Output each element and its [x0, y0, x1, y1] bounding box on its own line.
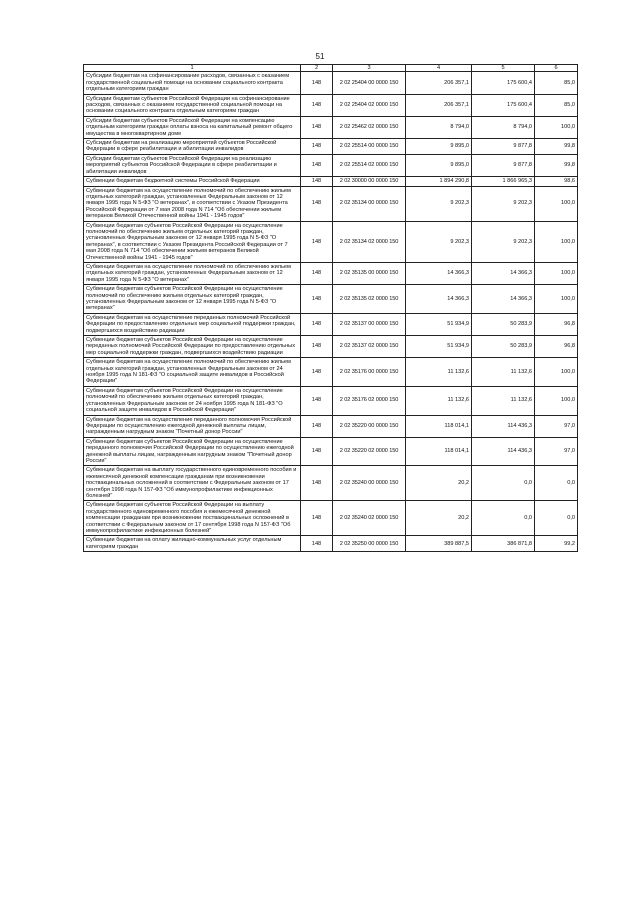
row-budget-code: 2 02 25514 02 0000 150 [333, 154, 406, 176]
row-admin-code: 148 [301, 177, 333, 186]
row-plan: 9 895,0 [406, 154, 472, 176]
row-budget-code: 2 02 25514 00 0000 150 [333, 139, 406, 155]
table-row [84, 72, 578, 94]
row-admin-code: 148 [301, 466, 333, 501]
row-admin-code: 148 [301, 154, 333, 176]
header-row [84, 65, 578, 72]
column-header: 4 [406, 65, 472, 72]
row-fact: 0,0 [472, 501, 535, 536]
row-admin-code: 148 [301, 94, 333, 116]
row-percent: 99,8 [535, 139, 578, 155]
row-name: Субвенции бюджетам на осуществление полномочий по обеспечению жильем отдельных категорий граждан, установленных Федеральным законом от 24 ноября 1995 года N 181-ФЗ "О социальной защите инвалидов в Российской Федерации" [84, 358, 301, 387]
row-plan: 1 894 290,8 [406, 177, 472, 186]
row-budget-code: 2 02 30000 00 0000 150 [333, 177, 406, 186]
row-admin-code: 148 [301, 72, 333, 94]
row-budget-code: 2 02 35135 00 0000 150 [333, 262, 406, 284]
row-percent: 100,0 [535, 221, 578, 262]
row-plan: 20,2 [406, 466, 472, 501]
row-plan: 9 202,3 [406, 221, 472, 262]
row-budget-code: 2 02 35176 00 0000 150 [333, 358, 406, 387]
row-fact: 11 132,6 [472, 386, 535, 415]
row-budget-code: 2 02 25404 00 0000 150 [333, 72, 406, 94]
row-admin-code: 148 [301, 285, 333, 314]
row-budget-code: 2 02 35137 00 0000 150 [333, 313, 406, 335]
row-admin-code: 148 [301, 116, 333, 138]
row-plan: 206 357,1 [406, 94, 472, 116]
row-fact: 114 436,3 [472, 415, 535, 437]
row-percent: 96,8 [535, 313, 578, 335]
column-header: 2 [301, 65, 333, 72]
table-row [84, 285, 578, 314]
row-percent: 97,0 [535, 437, 578, 466]
row-fact: 14 366,3 [472, 262, 535, 284]
row-admin-code: 148 [301, 221, 333, 262]
row-budget-code: 2 02 35220 02 0000 150 [333, 437, 406, 466]
row-fact: 8 794,0 [472, 116, 535, 138]
row-plan: 389 887,5 [406, 536, 472, 552]
row-plan: 118 014,1 [406, 415, 472, 437]
row-name: Субвенции бюджетам субъектов Российской Федерации на осуществление переданных полномочий Российской Федерации по предоставлению отдельных мер социальной поддержки граждан, подвергшихся воздействию радиации [84, 336, 301, 358]
table-row [84, 313, 578, 335]
table-row [84, 262, 578, 284]
row-admin-code: 148 [301, 139, 333, 155]
table-row [84, 186, 578, 221]
table-row [84, 139, 578, 155]
row-name: Субвенции бюджетам субъектов Российской Федерации на осуществление переданного полномочия Российской Федерации по осуществлению ежегодной денежной выплаты лицам, награжденным нагрудным знаком "Почетный донор России" [84, 437, 301, 466]
row-admin-code: 148 [301, 437, 333, 466]
row-admin-code: 148 [301, 501, 333, 536]
table-row [84, 221, 578, 262]
table-row [84, 358, 578, 387]
row-plan: 11 132,6 [406, 386, 472, 415]
row-percent: 85,0 [535, 94, 578, 116]
table-row [84, 94, 578, 116]
row-percent: 0,0 [535, 501, 578, 536]
row-name: Субвенции бюджетам на осуществление переданного полномочия Российской Федерации по осуществлению ежегодной денежной выплаты лицам, награжденным нагрудным знаком "Почетный донор России" [84, 415, 301, 437]
row-name: Субсидии бюджетам на реализацию мероприятий субъектов Российской Федерации в сфере реабилитации и абилитации инвалидов [84, 139, 301, 155]
row-budget-code: 2 02 35135 02 0000 150 [333, 285, 406, 314]
row-plan: 51 934,9 [406, 336, 472, 358]
row-plan: 11 132,6 [406, 358, 472, 387]
column-header: 5 [472, 65, 535, 72]
row-fact: 50 283,9 [472, 313, 535, 335]
row-plan: 206 357,1 [406, 72, 472, 94]
row-name: Субвенции бюджетам бюджетной системы Российской Федерации [84, 177, 301, 186]
row-name: Субвенции бюджетам на осуществление полномочий по обеспечению жильем отдельных категорий граждан, установленных Федеральным законом от 12 января 1995 года N 5-ФЗ "О ветеранах" [84, 262, 301, 284]
row-fact: 9 202,3 [472, 186, 535, 221]
row-plan: 14 366,3 [406, 262, 472, 284]
table-row [84, 154, 578, 176]
row-percent: 85,0 [535, 72, 578, 94]
table-row [84, 386, 578, 415]
table-row [84, 116, 578, 138]
column-header: 1 [84, 65, 301, 72]
row-percent: 100,0 [535, 116, 578, 138]
row-name: Субвенции бюджетам на выплату государственного единовременного пособия и ежемесячной денежной компенсации гражданам при возникновении поствакцинальных осложнений в соответствии с Федеральным законом от 17 сентября 1998 года N 157-ФЗ "Об иммунопрофилактике инфекционных болезней" [84, 466, 301, 501]
row-budget-code: 2 02 25462 02 0000 150 [333, 116, 406, 138]
row-name: Субсидии бюджетам субъектов Российской Федерации на компенсацию отдельным категориям граждан оплаты взноса на капитальный ремонт общего имущества в многоквартирном доме [84, 116, 301, 138]
row-budget-code: 2 02 25404 02 0000 150 [333, 94, 406, 116]
row-name: Субвенции бюджетам субъектов Российской Федерации на выплату государственного единовременного пособия и ежемесячной денежной компенсации гражданам при возникновении поствакцинальных осложнений в соответствии с Федеральным законом от 17 сентября 1998 года N 157-ФЗ "Об иммунопрофилактике инфекционных болезней" [84, 501, 301, 536]
row-name: Субсидии бюджетам субъектов Российской Федерации на софинансирование расходов, связанных с оказанием государственной социальной помощи на основании социального контракта отдельным категориям граждан [84, 94, 301, 116]
row-budget-code: 2 02 35240 00 0000 150 [333, 466, 406, 501]
row-percent: 99,8 [535, 154, 578, 176]
row-admin-code: 148 [301, 186, 333, 221]
row-percent: 100,0 [535, 262, 578, 284]
row-plan: 9 895,0 [406, 139, 472, 155]
row-fact: 9 877,8 [472, 139, 535, 155]
row-admin-code: 148 [301, 386, 333, 415]
table-row [84, 177, 578, 186]
row-percent: 100,0 [535, 186, 578, 221]
row-budget-code: 2 02 35134 02 0000 150 [333, 221, 406, 262]
row-name: Субвенции бюджетам на осуществление переданных полномочий Российской Федерации по предоставлению отдельных мер социальной поддержки граждан, подвергшихся воздействию радиации [84, 313, 301, 335]
table-row [84, 336, 578, 358]
row-percent: 100,0 [535, 285, 578, 314]
table-row [84, 466, 578, 501]
page-number: 51 [315, 52, 325, 61]
row-name: Субсидии бюджетам субъектов Российской Федерации на реализацию мероприятий субъектов Российской Федерации в сфере реабилитации и абилитации инвалидов [84, 154, 301, 176]
row-name: Субвенции бюджетам субъектов Российской Федерации на осуществление полномочий по обеспечению жильем отдельных категорий граждан, установленных Федеральным законом от 12 января 1995 года N 5-ФЗ "О ветеранах", в соответствии с Указом Президента Российской Федерации от 7 мая 2008 года N 714 "Об обеспечении жильем ветеранов Великой Отечественной войны 1941 - 1945 годов" [84, 221, 301, 262]
row-fact: 386 871,8 [472, 536, 535, 552]
row-percent: 100,0 [535, 386, 578, 415]
row-budget-code: 2 02 35220 00 0000 150 [333, 415, 406, 437]
row-fact: 0,0 [472, 466, 535, 501]
table-row [84, 536, 578, 552]
row-fact: 114 436,3 [472, 437, 535, 466]
row-percent: 99,2 [535, 536, 578, 552]
row-budget-code: 2 02 35134 00 0000 150 [333, 186, 406, 221]
row-fact: 11 132,6 [472, 358, 535, 387]
row-percent: 96,8 [535, 336, 578, 358]
table-row [84, 501, 578, 536]
row-budget-code: 2 02 35137 02 0000 150 [333, 336, 406, 358]
row-fact: 50 283,9 [472, 336, 535, 358]
row-name: Субвенции бюджетам на осуществление полномочий по обеспечению жильем отдельных категорий граждан, установленных Федеральным законом от 12 января 1995 года N 5-ФЗ "О ветеранах", в соответствии с Указом Президента Российской Федерации от 7 мая 2008 года N 714 "Об обеспечении жильем ветеранов Великой Отечественной войны 1941 - 1945 годов" [84, 186, 301, 221]
row-budget-code: 2 02 35176 02 0000 150 [333, 386, 406, 415]
row-plan: 9 202,3 [406, 186, 472, 221]
column-header: 6 [535, 65, 578, 72]
row-fact: 14 366,3 [472, 285, 535, 314]
row-admin-code: 148 [301, 262, 333, 284]
row-admin-code: 148 [301, 415, 333, 437]
row-name: Субвенции бюджетам субъектов Российской Федерации на осуществление полномочий по обеспечению жильем отдельных категорий граждан, установленных Федеральным законом от 24 ноября 1995 года N 181-ФЗ "О социальной защите инвалидов в Российской Федерации" [84, 386, 301, 415]
row-admin-code: 148 [301, 313, 333, 335]
row-percent: 100,0 [535, 358, 578, 387]
table-row [84, 437, 578, 466]
row-fact: 9 202,3 [472, 221, 535, 262]
row-fact: 175 600,4 [472, 94, 535, 116]
row-admin-code: 148 [301, 358, 333, 387]
row-plan: 14 366,3 [406, 285, 472, 314]
row-budget-code: 2 02 35250 00 0000 150 [333, 536, 406, 552]
row-fact: 175 600,4 [472, 72, 535, 94]
row-percent: 97,0 [535, 415, 578, 437]
row-plan: 118 014,1 [406, 437, 472, 466]
column-header: 3 [333, 65, 406, 72]
row-percent: 98,6 [535, 177, 578, 186]
row-fact: 1 866 965,3 [472, 177, 535, 186]
row-budget-code: 2 02 35240 02 0000 150 [333, 501, 406, 536]
row-name: Субсидии бюджетам на софинансирование расходов, связанных с оказанием государственной социальной помощи на основании социального контракта отдельным категориям граждан [84, 72, 301, 94]
row-admin-code: 148 [301, 536, 333, 552]
row-percent: 0,0 [535, 466, 578, 501]
row-admin-code: 148 [301, 336, 333, 358]
row-plan: 20,2 [406, 501, 472, 536]
table-row [84, 415, 578, 437]
row-name: Субвенции бюджетам на оплату жилищно-коммунальных услуг отдельным категориям граждан [84, 536, 301, 552]
row-plan: 51 934,9 [406, 313, 472, 335]
row-fact: 9 877,8 [472, 154, 535, 176]
row-name: Субвенции бюджетам субъектов Российской Федерации на осуществление полномочий по обеспечению жильем отдельных категорий граждан, установленных Федеральным законом от 12 января 1995 года N 5-ФЗ "О ветеранах" [84, 285, 301, 314]
row-plan: 8 794,0 [406, 116, 472, 138]
budget-table [83, 64, 578, 552]
